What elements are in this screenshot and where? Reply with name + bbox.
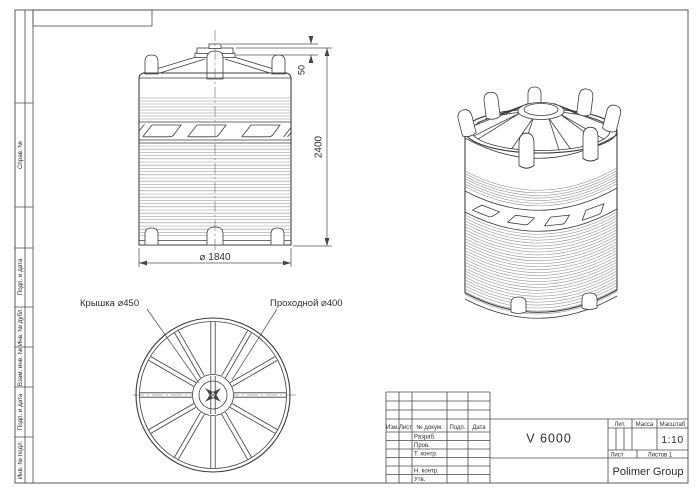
tb-row-developed: Разраб. bbox=[414, 434, 436, 441]
margin-label-sprav: Справ. № bbox=[17, 140, 24, 170]
iso-ribs bbox=[465, 168, 617, 314]
dimension-cap bbox=[222, 37, 318, 76]
title-block bbox=[386, 392, 688, 483]
front-dome-post-left bbox=[145, 55, 158, 74]
margin-label-inv-dubl: Инв. № дубл. bbox=[17, 307, 24, 347]
margin-column bbox=[15, 103, 33, 479]
callout-lid bbox=[80, 298, 199, 383]
top-left-designation-box bbox=[33, 10, 152, 26]
tb-sheet-label: Лист bbox=[610, 452, 624, 459]
tb-row-checked: Пров. bbox=[414, 443, 430, 449]
iso-dome-posts bbox=[456, 87, 622, 168]
tb-col-list: Лист bbox=[398, 425, 413, 431]
tb-col-doc: № докум. bbox=[416, 425, 443, 431]
company-name: Polimer Group bbox=[612, 466, 684, 478]
margin-label-inv-podl: Инв. № подл. bbox=[17, 440, 24, 480]
top-view bbox=[80, 298, 343, 472]
margin-label-podp-1: Подп. и дата bbox=[17, 258, 24, 296]
tb-col-sign: Подп. bbox=[449, 425, 466, 431]
front-foot-left bbox=[145, 228, 158, 245]
tb-col-date: Дата bbox=[472, 425, 486, 431]
tb-lit: Лит. bbox=[614, 422, 626, 428]
front-dome-post-right bbox=[272, 55, 285, 74]
tb-scale-label: Масштаб bbox=[659, 422, 686, 428]
height-dim-label: 2400 bbox=[313, 135, 325, 159]
margin-label-vzam-inv: Взам. инв. № bbox=[17, 347, 24, 387]
dimension-diameter bbox=[139, 248, 291, 267]
tb-row-tcontrol: Т. контр. bbox=[414, 451, 438, 458]
tb-sheets-label: Листов 1 bbox=[647, 452, 673, 459]
lid-callout-label: Крышка ⌀450 bbox=[80, 298, 140, 309]
cap-dim-label: 50 bbox=[296, 64, 307, 76]
diameter-dim-label: ⌀ 1840 bbox=[199, 252, 231, 263]
front-foot-right bbox=[271, 228, 284, 245]
product-code: V 6000 bbox=[526, 431, 572, 446]
manhole-callout-label: Проходной ⌀400 bbox=[270, 298, 343, 309]
callout-manhole bbox=[232, 298, 343, 380]
iso-foot-right bbox=[582, 293, 597, 310]
tb-col-izm: Изм. bbox=[386, 425, 399, 431]
tb-row-ncontrol: Н. контр. bbox=[414, 468, 439, 475]
front-view bbox=[139, 30, 332, 267]
iso-foot-left bbox=[511, 297, 526, 314]
iso-view bbox=[456, 87, 622, 318]
tb-mass: Масса bbox=[635, 422, 654, 428]
tb-scale-value: 1:10 bbox=[661, 434, 684, 446]
margin-label-podp-2: Подп. и дата bbox=[17, 393, 24, 431]
tb-row-approved: Утв. bbox=[414, 477, 426, 483]
